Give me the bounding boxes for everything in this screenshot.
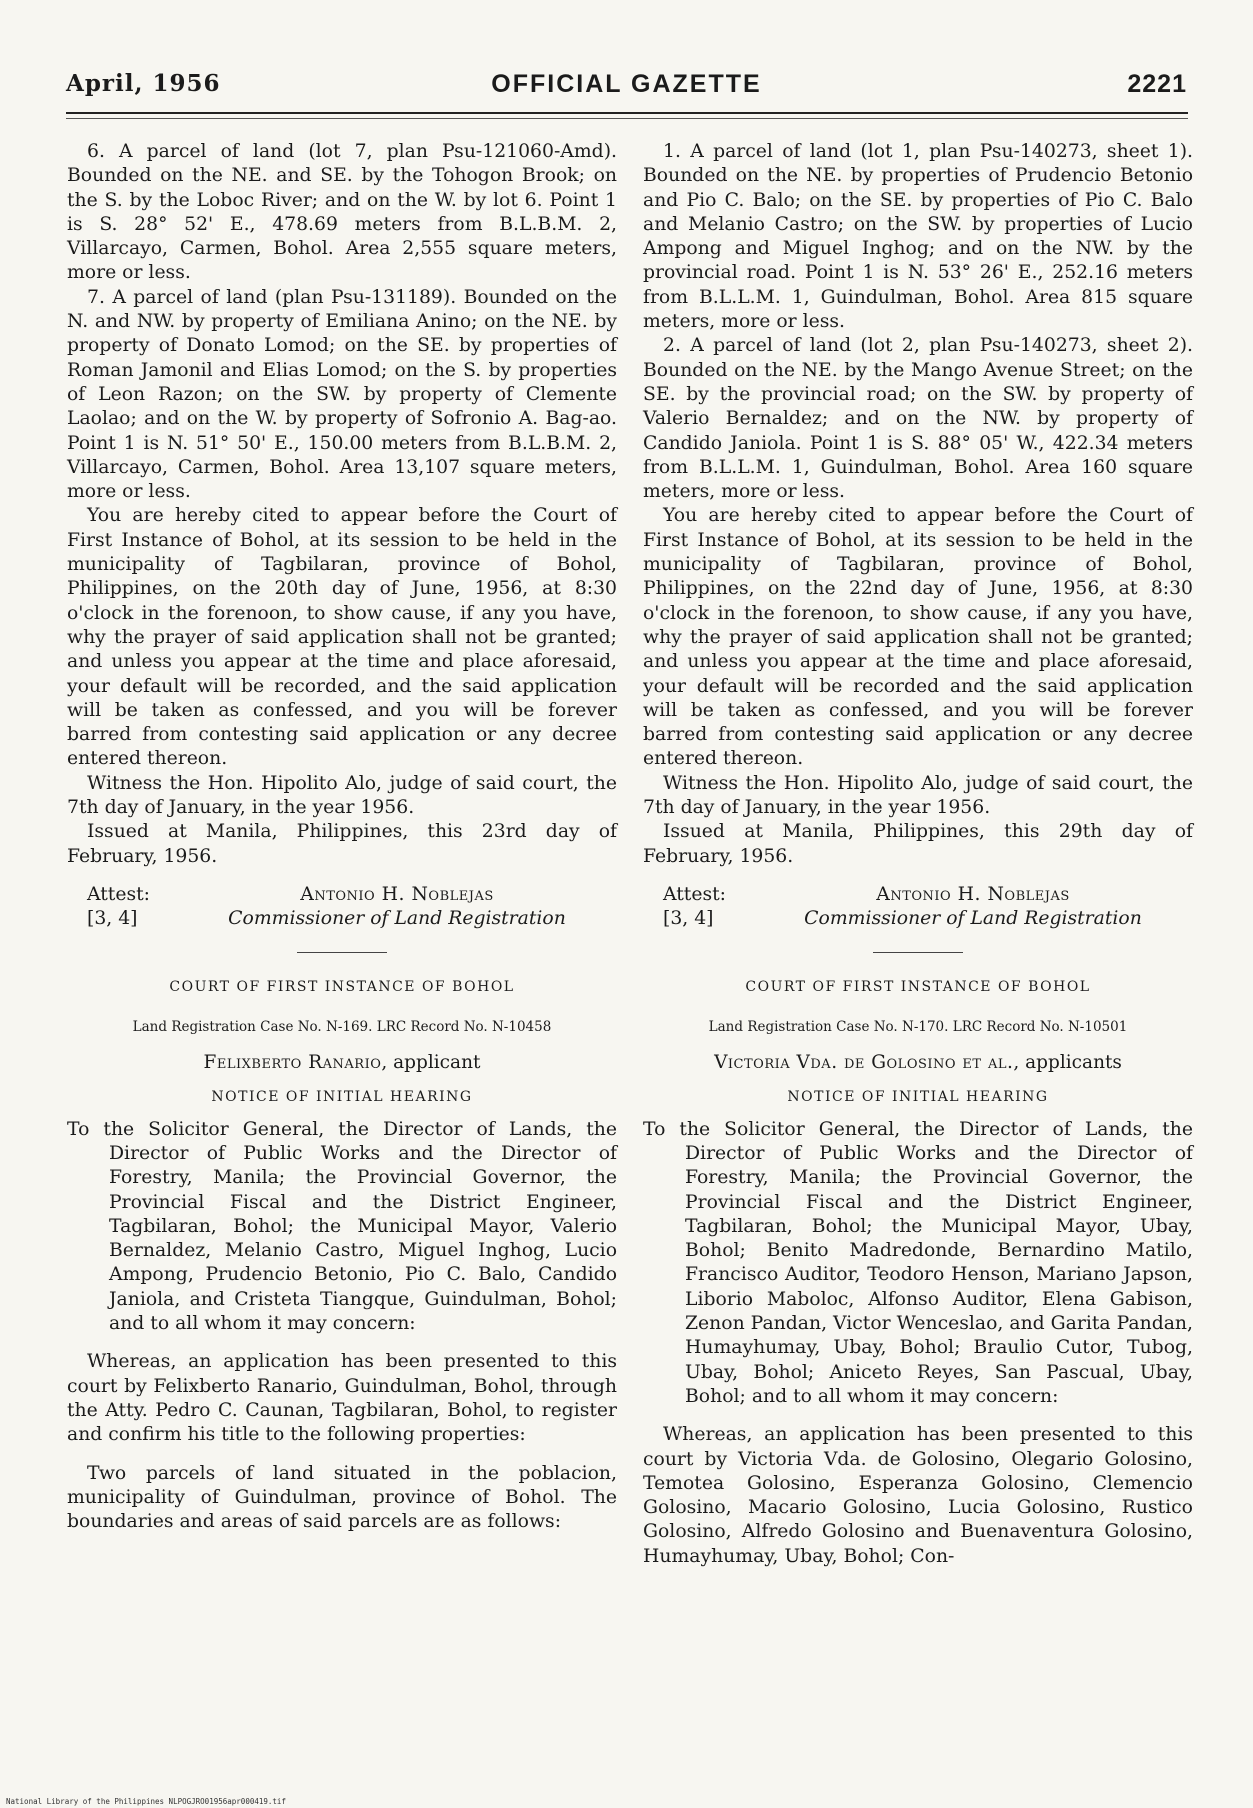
issue-date: April, 1956 — [66, 70, 221, 97]
parcel-2-paragraph: 2. A parcel of land (lot 2, plan Psu-140273, sheet 2). Bounded on the NE. by the Mango Avenue Street; on the SE. by the provincial road; on the SW. by property of Valerio Bernaldez; and on the NW. by property of Candido Janiola. Point 1 is S. 88° 05' W., 422.34 meters from B.L.L.M. 1, Guindulman, Bohol. Area 160 square meters, more or less. — [643, 335, 1193, 503]
addressee-paragraph: To the Solicitor General, the Director of Lands, the Director of Public Works and the Director of Forestry, Manila; the Provincial Governor, the Provincial Fiscal and the District Engineer, Tagbilaran, Bohol; the Municipal Mayor, Valerio Bernaldez, Melanio Castro, Miguel Inghog, Lucio Ampong, Prudencio Betonio, Pio C. Balo, Candido Janiola, and Cristeta Tiangque, Guindulman, Bohol; and to all whom it may concern: — [67, 1118, 617, 1335]
section-divider — [297, 952, 387, 953]
left-column — [67, 140, 617, 1534]
witness-paragraph: Witness the Hon. Hipolito Alo, judge of said court, the 7th day of January, in the year 1956. — [67, 772, 617, 819]
applicant-name: Victoria Vda. de Golosino et al. — [714, 1052, 1014, 1074]
attest-name: Antonio H. Noblejas — [876, 883, 1070, 905]
attest-label: Attest: — [663, 883, 726, 905]
case-number: Land Registration Case No. N-169. LRC Record No. N-10458 — [132, 1018, 552, 1035]
page-number: 2221 — [1127, 70, 1187, 98]
attest-ref: [3, 4] — [663, 908, 714, 930]
right-column — [643, 140, 1193, 1569]
parcels-intro-paragraph: Two parcels of land situated in the poblacion, municipality of Guindulman, province of Bohol. The boundaries and areas of said parcels are as follows: — [67, 1462, 617, 1533]
attest-ref: [3, 4] — [87, 908, 138, 930]
notice-heading: NOTICE OF INITIAL HEARING — [787, 1089, 1049, 1106]
court-heading: COURT OF FIRST INSTANCE OF BOHOL — [169, 978, 515, 995]
header-rule-thin — [66, 118, 1188, 119]
addressee-paragraph: To the Solicitor General, the Director of Lands, the Director of Public Works and the Director of Forestry, Manila; the Provincial Governor, the Provincial Fiscal and the District Engineer, Tagbilaran, Bohol; the Municipal Mayor, Ubay, Bohol; Benito Madredonde, Bernardino Matilo, Francisco Auditor, Teodoro Henson, Mariano Japson, Liborio Maboloc, Alfonso Auditor, Elena Gabison, Zenon Pandan, Victor Wenceslao, and Garita Pandan, Humayhumay, Ubay, Bohol; Braulio Cutor, Tubog, Ubay, Bohol; Aniceto Reyes, San Pascual, Ubay, Bohol; and to all whom it may concern: — [643, 1118, 1193, 1407]
issued-paragraph: Issued at Manila, Philippines, this 23rd day of February, 1956. — [67, 821, 617, 867]
attest-block — [67, 883, 617, 932]
publication-title: OFFICIAL GAZETTE — [491, 70, 762, 98]
court-heading: COURT OF FIRST INSTANCE OF BOHOL — [745, 978, 1091, 995]
whereas-paragraph: Whereas, an application has been presented to this court by Victoria Vda. de Golosino, Olegario Golosino, Temotea Golosino, Esperanza Golosino, Clemencio Golosino, Macario Golosino, Lucia Golosino, Rustico Golosino, Alfredo Golosino and Buenaventura Golosino, Humayhumay, Ubay, Bohol; Con- — [643, 1424, 1193, 1567]
attest-name: Antonio H. Noblejas — [300, 883, 494, 905]
applicant-line — [643, 1051, 1193, 1075]
case-number: Land Registration Case No. N-170. LRC Record No. N-10501 — [708, 1018, 1128, 1035]
citation-paragraph: You are hereby cited to appear before the Court of First Instance of Bohol, at its session to be held in the municipality of Tagbilaran, province of Bohol, Philippines, on the 22nd day of June, 1956, at 8:30 o'clock in the forenoon, to show cause, if any you have, why the prayer of said application shall not be granted; and unless you appear at the time and place aforesaid, your default will be recorded and the said application will be taken as confessed, and you will be forever barred from contesting said application or any decree entered thereon. — [643, 505, 1193, 770]
header-rule — [66, 112, 1188, 114]
attest-label: Attest: — [87, 883, 150, 905]
section-divider — [873, 952, 963, 953]
attest-title: Commissioner of Land Registration — [804, 908, 1142, 930]
notice-heading: NOTICE OF INITIAL HEARING — [211, 1089, 473, 1106]
parcel-6-paragraph: 6. A parcel of land (lot 7, plan Psu-121060-Amd). Bounded on the NE. and SE. by the Tohogon Brook; on the S. by the Loboc River; and on the W. by lot 6. Point 1 is S. 28° 52' E., 478.69 meters from B.L.B.M. 2, Villarcayo, Carmen, Bohol. Area 2,555 square meters, more or less. — [67, 141, 617, 284]
parcel-1-paragraph: 1. A parcel of land (lot 1, plan Psu-140273, sheet 1). Bounded on the NE. by properties of Prudencio Betonio and Pio C. Balo; on the SE. by properties of Pio C. Balo and Melanio Castro; on the SW. by properties of Lucio Ampong and Miguel Inghog; and on the NW. by the provincial road. Point 1 is N. 53° 26' E., 252.16 meters from B.L.L.M. 1, Guindulman, Bohol. Area 815 square meters, more or less. — [643, 141, 1193, 333]
parcel-7-paragraph: 7. A parcel of land (plan Psu-131189). Bounded on the N. and NW. by property of Emiliana Anino; on the NE. by property of Donato Lomod; on the SE. by properties of Roman Jamonil and Elias Lomod; on the S. by properties of Leon Razon; on the SW. by property of Clemente Laolao; and on the W. by property of Sofronio A. Bag-ao. Point 1 is N. 51° 50' E., 150.00 meters from B.L.B.M. 2, Villarcayo, Carmen, Bohol. Area 13,107 square meters, more or less. — [67, 286, 617, 503]
scan-footer: National Library of the Philippines NLPOGJRO01956apr000419.tif — [6, 1797, 286, 1806]
citation-paragraph: You are hereby cited to appear before the Court of First Instance of Bohol, at its session to be held in the municipality of Tagbilaran, province of Bohol, Philippines, on the 20th day of June, 1956, at 8:30 o'clock in the forenoon, to show cause, if any you have, why the prayer of said application shall not be granted; and unless you appear at the time and place aforesaid, your default will be recorded, and the said application will be taken as confessed, and you will be forever barred from contesting said application or any decree entered thereon. — [67, 505, 617, 770]
issued-paragraph: Issued at Manila, Philippines, this 29th day of February, 1956. — [643, 821, 1193, 867]
applicant-suffix: , applicants — [1013, 1052, 1122, 1074]
applicant-suffix: , applicant — [381, 1052, 481, 1074]
applicant-name: Felixberto Ranario — [203, 1052, 382, 1074]
attest-title: Commissioner of Land Registration — [228, 908, 566, 930]
whereas-paragraph: Whereas, an application has been presented to this court by Felixberto Ranario, Guindulman, Bohol, through the Atty. Pedro C. Caunan, Tagbilaran, Bohol, to register and confirm his title to the following properties: — [67, 1351, 617, 1446]
attest-block — [643, 883, 1193, 932]
applicant-line — [67, 1051, 617, 1075]
witness-paragraph: Witness the Hon. Hipolito Alo, judge of said court, the 7th day of January, in the year 1956. — [643, 772, 1193, 819]
